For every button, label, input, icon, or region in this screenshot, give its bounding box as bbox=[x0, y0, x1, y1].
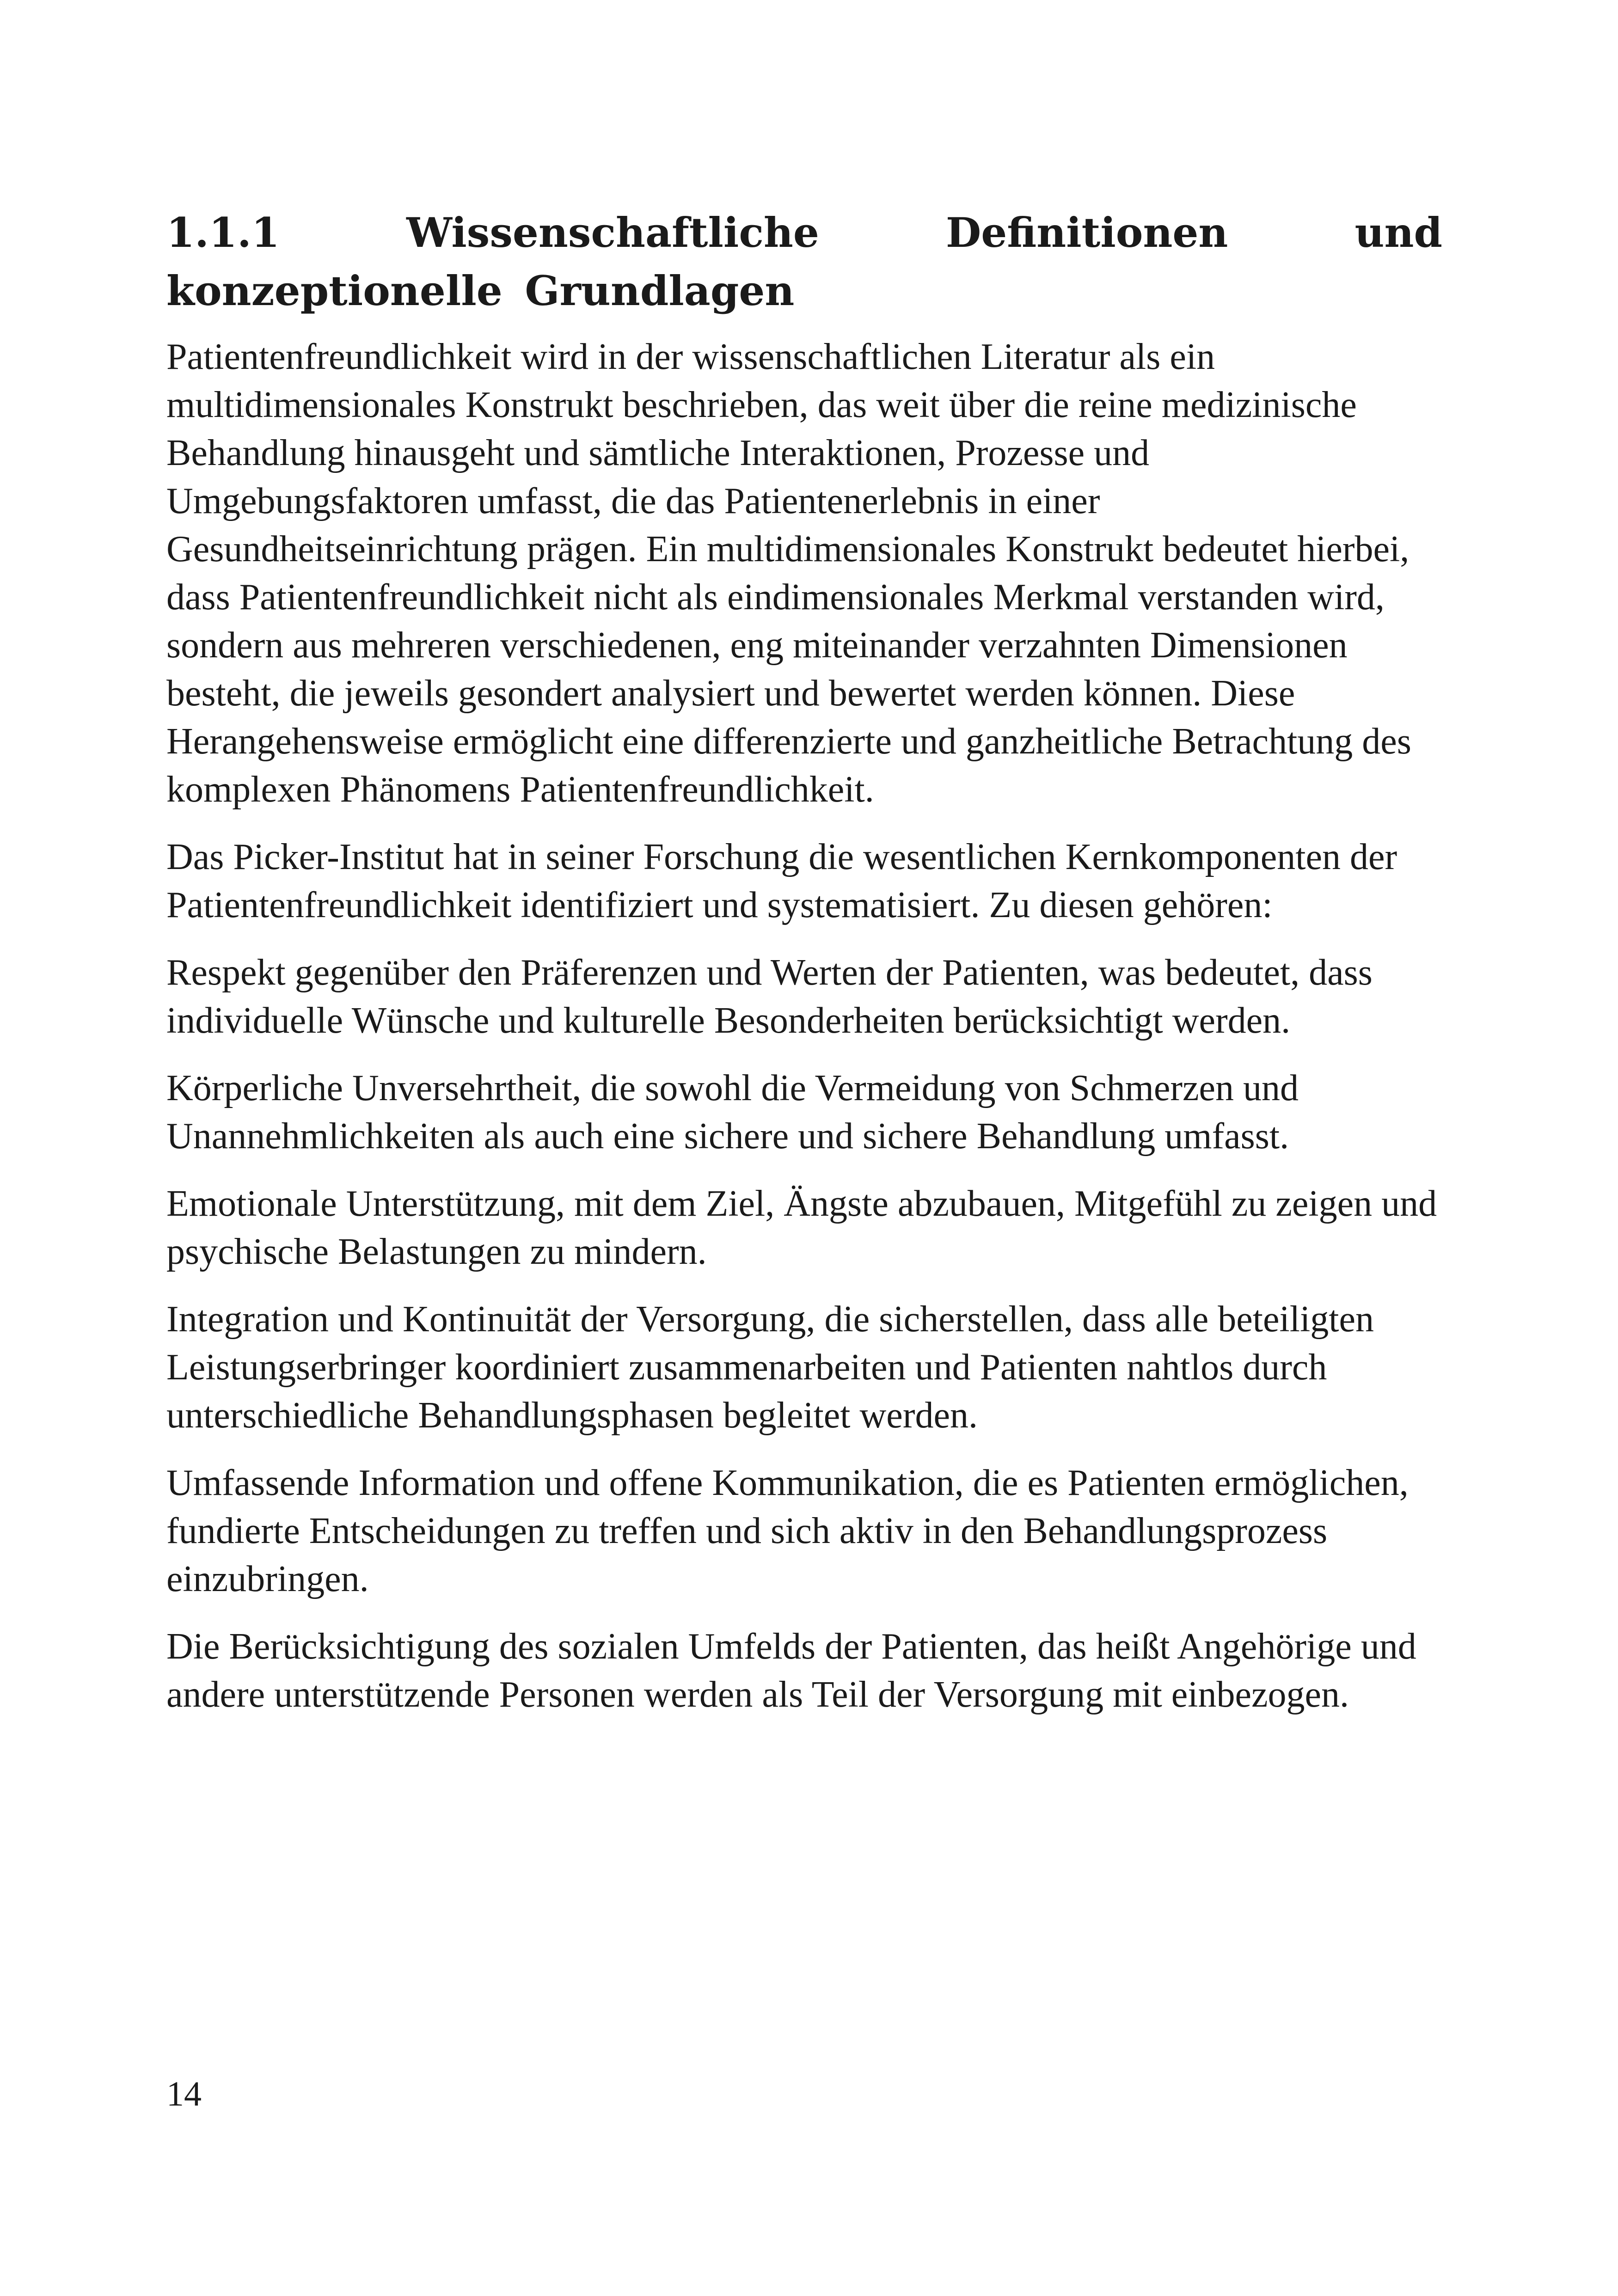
paragraph-emotionale-unterstuetzung: Emotionale Unterstützung, mit dem Ziel, Ängste abzubauen, Mitgefühl zu zeigen und psychische Belastungen zu mindern. bbox=[166, 1183, 1437, 1272]
paragraph-koerperliche-unversehrtheit: Körperliche Unversehrtheit, die sowohl die Vermeidung von Schmerzen und Unannehmlichkeiten als auch eine sichere und sichere Behandlung umfasst. bbox=[166, 1068, 1299, 1157]
paragraph-picker-institut: Das Picker-Institut hat in seiner Forschung die wesentlichen Kernkomponenten der Patientenfreundlichkeit identifiziert und systematisiert. Zu diesen gehören: bbox=[166, 837, 1397, 925]
paragraph-information-kommunikation: Umfassende Information und offene Kommunikation, die es Patienten ermöglichen, fundierte Entscheidungen zu treffen und sich aktiv in den Behandlungsprozess einzubringen. bbox=[166, 1463, 1409, 1599]
paragraph-soziales-umfeld: Die Berücksichtigung des sozialen Umfelds der Patienten, das heißt Angehörige und andere unterstützende Personen werden als Teil der Versorgung mit einbezogen. bbox=[166, 1626, 1416, 1715]
paragraph-integration-kontinuitaet: Integration und Kontinuität der Versorgung, die sicherstellen, dass alle beteiligten Leistungserbringer koordiniert zusammenarbeiten und Patienten nahtlos durch unterschiedliche Behandlungsphasen begleitet werden. bbox=[166, 1299, 1374, 1436]
paragraph-respekt: Respekt gegenüber den Präferenzen und Werten der Patienten, was bedeutet, dass individuelle Wünsche und kulturelle Besonderheiten berücksichtigt werden. bbox=[166, 952, 1373, 1041]
page-content bbox=[166, 203, 1442, 1738]
page-number: 14 bbox=[166, 2075, 202, 2113]
paragraph-intro: Patientenfreundlichkeit wird in der wissenschaftlichen Literatur als ein multidimensionales Konstrukt beschrieben, das weit über die reine medizinische Behandlung hinausgeht und sämtliche Interaktionen, Prozesse und Umgebungsfaktoren umfasst, die das Patientenerlebnis in einer Gesundheitseinrichtung prägen. Ein multidimensionales Konstrukt bedeutet hierbei, dass Patientenfreundlichkeit nicht als eindimensionales Merkmal verstanden wird, sondern aus mehreren verschiedenen, eng miteinander verzahnten Dimensionen besteht, die jeweils gesondert analysiert und bewertet werden können. Diese Herangehensweise ermöglicht eine differenzierte und ganzheitliche Betrachtung des komplexen Phänomens Patientenfreundlichkeit. bbox=[166, 337, 1411, 810]
section-heading: 1.1.1 Wissenschaftliche Definitionen und konzeptionelle Grundlagen bbox=[166, 208, 1442, 315]
